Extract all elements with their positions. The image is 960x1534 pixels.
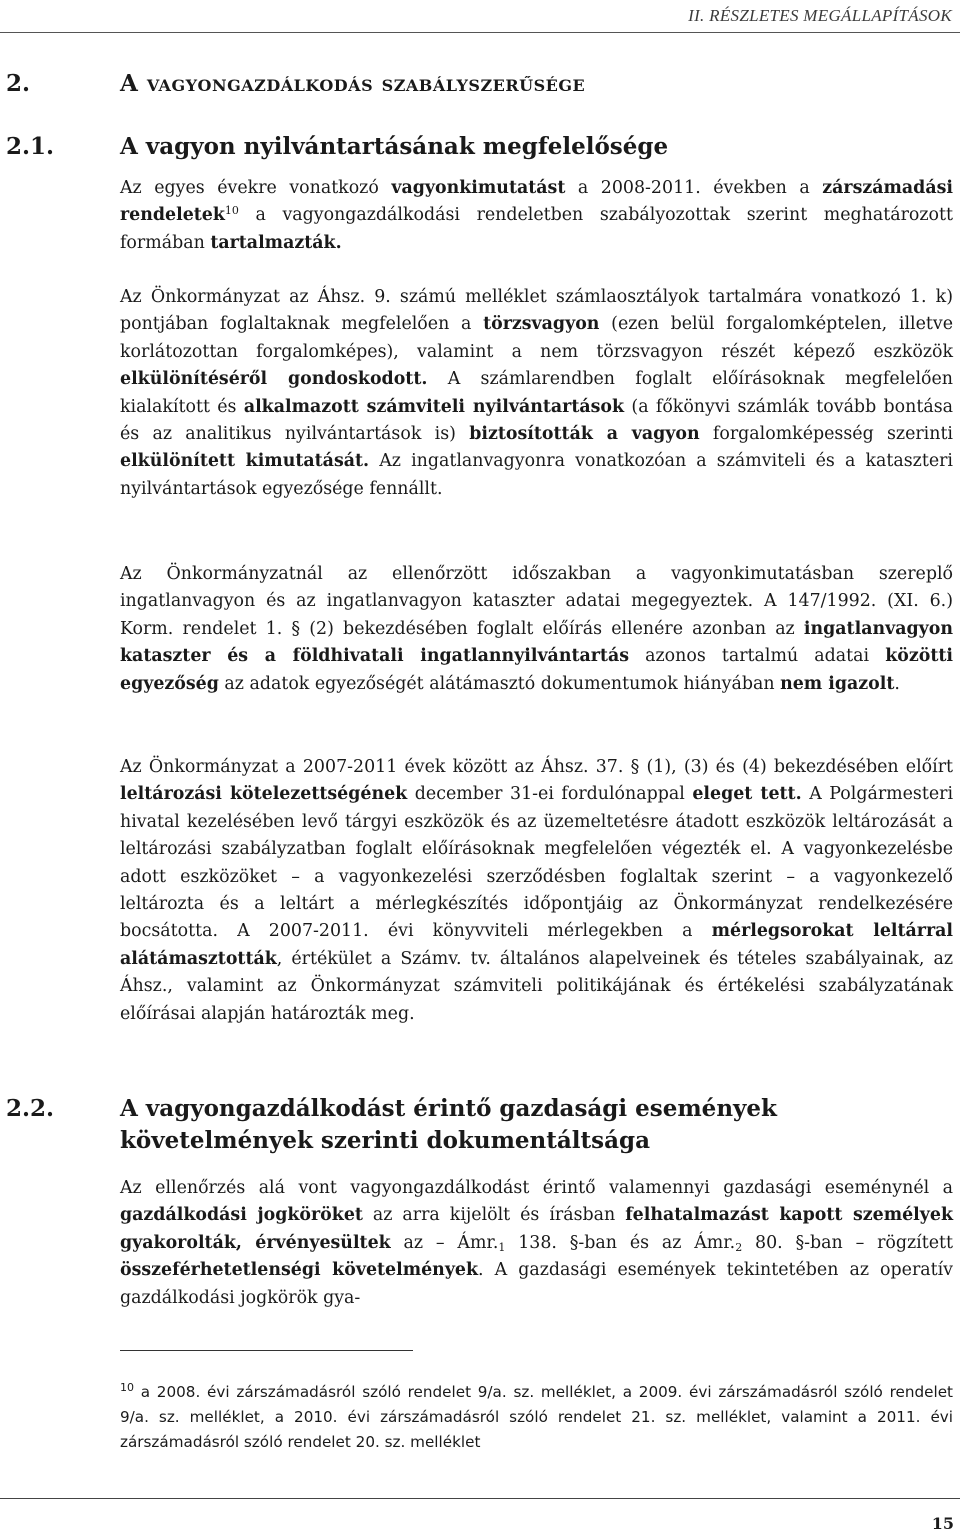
footnote-ref: 10 — [224, 204, 239, 218]
paragraph-stocktaking: Az Önkormányzat a 2007-2011 évek között az Áhsz. 37. § (1), (3) és (4) bekezdésében előírt leltározási kötelezettségének december 31-ei fordulónappal eleget tett. A Polgármesteri hivatal kezelésében levő tárgyi eszközök és az üzemeltetésre átadott eszközök leltározását a leltározási szabályzatban foglalt előírásoknak megfelelően végezték el. A vagyonkezelésbe adott eszközöket – a vagyonkezelési szerződésben foglaltak szerint – a vagyonkezelő leltározta és a leltárt a mérlegkészítés időpontjáig az Önkormányzat rendelkezésére bocsátotta. A 2007-2011. évi könyvviteli mérlegekben a mérlegsorokat leltárral alátámasztották, értékület a Számv. tv. általános alapelveinek és tételes szabályainak, az Áhsz., valamint az Önkormányzat számviteli politikájának és értékelési szabályzatának előírásai alapján határozták meg. — [120, 757, 954, 1024]
paragraph-inventory: Az egyes évekre vonatkozó vagyonkimutatást a 2008-2011. években a zárszámadási rendeletek$^{10}$ a vagyongazdálkodási rendeletben szabályozottak szerint meghatározott formában tartalmazták. — [120, 178, 954, 253]
section-number: 2.1. — [6, 133, 55, 160]
paragraph-asset-separation: Az Önkormányzat az Áhsz. 9. számú melléklet számlaosztályok tartalmára vonatkozó 1. k) pontjában foglaltaknak megfelelően a törzsvagyon (ezen belül forgalomképtelen, illetve korlátozottan forgalomképes), valamint a nem törzsvagyon részét képező eszközök elkülönítéséről gondoskodott. A számlarendben foglalt előírásoknak megfelelően kialakított és alkalmazott számviteli nyilvántartások (a főkönyvi számlák tovább bontása és az analitikus nyilvántartások is) biztosították a vagyon forgalomképesség szerinti elkülönített kimutatását. Az ingatlanvagyonra vonatkozóan a számviteli és a kataszteri nyilvántartások egyezősége fennállt. — [120, 287, 953, 499]
section-title: A vagyon nyilvántartásának megfelelősége — [120, 133, 669, 160]
footnote-separator — [120, 1350, 413, 1351]
section-title: A vagyongazdálkodás szabályszerűsége — [120, 70, 586, 97]
footnote-number: 10 — [120, 1381, 134, 1394]
paragraph-cadastre: Az Önkormányzatnál az ellenőrzött időszakban a vagyonkimutatásban szereplő ingatlanvagyon és az ingatlanvagyon kataszter adatai megegyeztek. A 147/1992. (XI. 6.) Korm. rendelet 1. § (2) bekezdésében foglalt előírás ellenére azonban az ingatlanvagyon kataszter és a földhivatali ingatlannyilvántartás azonos tartalmú adatai közötti egyezőség az adatok egyezőségét alátámasztó dokumentumok hiányában nem igazolt. — [120, 564, 953, 694]
footnote — [120, 1380, 953, 1455]
page-number: 15 — [931, 1514, 954, 1533]
section-number: 2.2. — [6, 1095, 55, 1122]
running-header: II. RÉSZLETES MEGÁLLAPÍTÁSOK — [688, 6, 952, 25]
footnote-text: a 2008. évi zárszámadásról szóló rendelet 9/a. sz. melléklet, a 2009. évi zárszámadásról szóló rendelet 9/a. sz. melléklet, a 2010. évi zárszámadásról szóló rendelet 21. sz. melléklet, valamint a 2011. évi zárszámadásról szóló rendelet 20. sz. melléklet — [120, 1383, 953, 1451]
header-divider — [0, 32, 960, 33]
section-number: 2. — [6, 70, 31, 97]
footer-divider — [0, 1498, 960, 1499]
paragraph-authority: Az ellenőrzés alá vont vagyongazdálkodást érintő valamennyi gazdasági eseménynél a gazdálkodási jogköröket az arra kijelölt és írásban felhatalmazást kapott személyek gyakorolták, érvényesültek az – $Ámr._1$ 138. §-ban és az $Ámr._2$ 80. §-ban – rögzített összeférhetetlenségi követelmények. A gazdasági események tekintetében az operatív gazdálkodási jogkörök gya- — [120, 1178, 954, 1308]
section-2-heading — [6, 70, 585, 97]
section-title: A vagyongazdálkodást érintő gazdasági események követelmények szerinti dokumentáltsága — [120, 1095, 777, 1154]
